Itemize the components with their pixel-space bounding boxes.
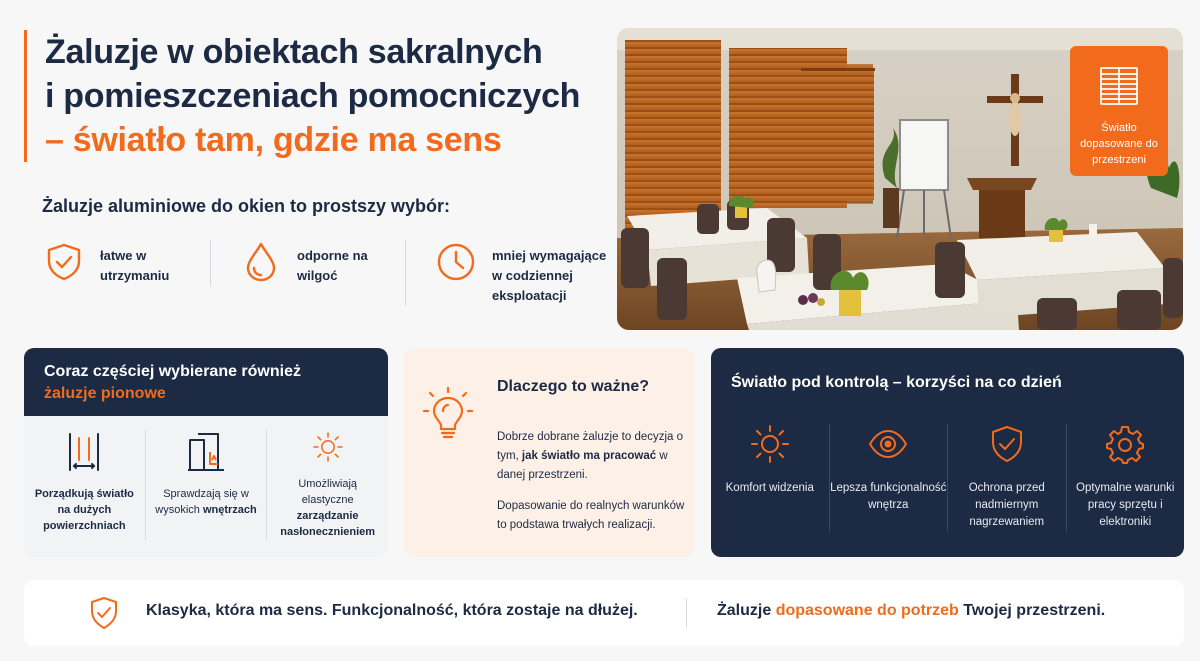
vertical-benefit-tall-interiors: [145, 430, 267, 540]
blinds-icon: [1096, 64, 1142, 110]
benefit-text: Optymalne warunki pracy sprzętu i elektroniki: [1076, 482, 1175, 528]
vertical-benefit-text: Porządkują światło na dużych powierzchniach: [34, 488, 134, 532]
sun-icon: [306, 430, 350, 464]
benefit-text: Lepsza funkcjonalność wnętrza: [830, 482, 947, 511]
why-important-paragraph-1: Dobrze dobrane żaluzje to decyzja o tym, jak światło ma pracować w danej przestrzeni.: [497, 431, 684, 481]
vertical-benefit-text: Sprawdzają się w wysokich wnętrzach: [155, 488, 257, 516]
footer-divider: [686, 598, 687, 628]
title-line-3: – światło tam, gdzie ma sens: [45, 121, 502, 159]
gear-icon: [1105, 424, 1145, 464]
clock-icon: [434, 240, 478, 284]
lightbulb-icon: [420, 384, 476, 444]
footer-slogan: Klasyka, która ma sens. Funkcjonalność, która zostaje na dłużej.: [146, 602, 638, 619]
feature-easy-maintenance: [42, 240, 210, 286]
light-fit-badge: [1070, 46, 1168, 176]
vertical-blinds-highlight: żaluzje pionowe: [44, 385, 166, 402]
subtitle: Żaluzje aluminiowe do okien to prostszy wybór:: [42, 196, 451, 216]
badge-text: Światło dopasowane do przestrzeni: [1080, 122, 1158, 166]
vertical-benefit-large-surfaces: [24, 430, 145, 540]
footer-tagline: Żaluzje dopasowane do potrzeb Twojej przestrzeni.: [717, 602, 1106, 619]
tall-building-icon: [184, 430, 228, 474]
page-title: [24, 30, 604, 162]
vertical-benefit-sun-management: [266, 430, 388, 540]
features-row: [42, 240, 607, 306]
shield-check-icon: [987, 424, 1027, 464]
benefit-visual-comfort: [711, 424, 829, 532]
benefit-heat-protection: [947, 424, 1066, 532]
vertical-blinds-title: Coraz częściej wybierane również: [44, 363, 301, 380]
vertical-blinds-icon: [62, 430, 106, 474]
water-drop-icon: [239, 240, 283, 284]
vertical-blinds-card: [24, 348, 388, 557]
feature-text: łatwe w utrzymaniu: [100, 248, 170, 283]
sun-icon: [750, 424, 790, 464]
why-important-card: [404, 348, 694, 557]
feature-less-demanding: [405, 240, 642, 306]
title-line-1: Żaluzje w obiektach sakralnych: [45, 33, 543, 71]
feature-text: odporne na wilgoć: [297, 248, 368, 283]
feature-text: mniej wymagające w codziennej eksploatacji: [492, 248, 607, 303]
benefit-functionality: [829, 424, 948, 532]
footer-bar: [24, 580, 1184, 646]
benefit-text: Komfort widzenia: [725, 482, 814, 494]
vertical-benefit-text: Umożliwiają elastyczne zarządzanie nasłonecznieniem: [280, 478, 376, 538]
shield-check-icon: [88, 596, 120, 630]
title-line-2: i pomieszczeniach pomocniczych: [45, 77, 581, 115]
benefits-card: [711, 348, 1184, 557]
benefit-text: Ochrona przed nadmiernym nagrzewaniem: [968, 482, 1045, 528]
why-important-title: Dlaczego to ważne?: [497, 378, 650, 395]
benefits-title: Światło pod kontrolą – korzyści na co dzień: [731, 374, 1062, 391]
shield-check-icon: [42, 240, 86, 284]
room-photo: [617, 28, 1183, 330]
eye-icon: [868, 424, 908, 464]
benefit-equipment-conditions: [1066, 424, 1185, 532]
vertical-blinds-header: [24, 348, 388, 416]
why-important-paragraph-2: Dopasowanie do realnych warunków to podstawa trwałych realizacji.: [497, 500, 685, 531]
feature-moisture-resistant: [210, 240, 405, 286]
